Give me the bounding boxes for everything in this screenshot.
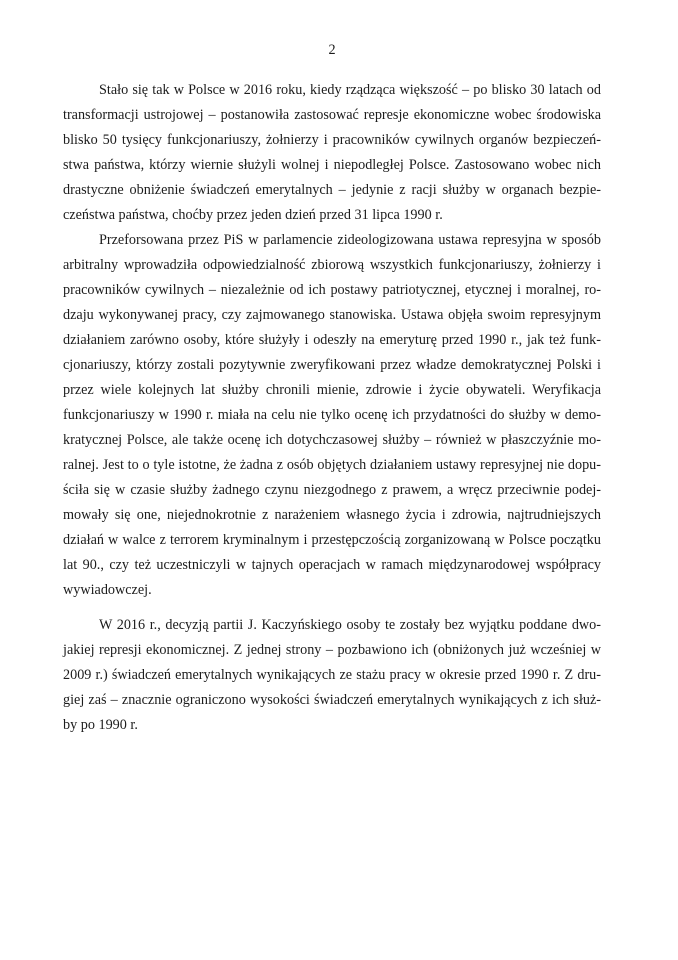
- page-number: 2: [328, 42, 336, 58]
- text-line: wywiadowczej.: [63, 582, 152, 598]
- text-line: cjonariuszy, którzy zostali pozytywnie zweryfikowani przez władze demokratycznej Polski i: [63, 357, 601, 373]
- text-line: W 2016 r., decyzją partii J. Kaczyńskiego osoby te zostały bez wyjątku poddane dwo-: [99, 617, 601, 633]
- text-line: czeństwa państwa, choćby przez jeden dzień przed 31 lipca 1990 r.: [63, 207, 443, 223]
- text-line: 2009 r.) świadczeń emerytalnych wynikających ze stażu pracy w okresie przed 1990 r. Z dru-: [63, 667, 601, 683]
- text-line: Przeforsowana przez PiS w parlamencie zideologizowana ustawa represyjna w sposób: [99, 232, 601, 248]
- text-line: giej zaś – znacznie ograniczono wysokości świadczeń emerytalnych wynikających z ich służ-: [63, 692, 601, 708]
- text-line: mowały się one, niejednokrotnie z narażeniem własnego życia i zdrowia, najtrudniejszych: [63, 507, 601, 523]
- text-line: dzaju wykonywanej pracy, czy zajmowanego stanowiska. Ustawa objęła swoim represyjnym: [63, 307, 601, 323]
- text-line: lat 90., czy też uczestniczyli w tajnych operacjach w ramach międzynarodowej współpracy: [63, 557, 601, 573]
- text-line: działaniem zarówno osoby, które służyły i odeszły na emeryturę przed 1990 r., jak też funk-: [63, 332, 601, 348]
- paragraph: [63, 228, 601, 603]
- text-line: pracowników cywilnych – niezależnie od ich postawy patriotycznej, etycznej i moralnej, ro-: [63, 282, 601, 298]
- text-line: kratycznej Polsce, ale także ocenę ich dotychczasowej służby – również w płaszczyźnie mo-: [63, 432, 601, 448]
- text-line: Stało się tak w Polsce w 2016 roku, kiedy rządząca większość – po blisko 30 latach od: [99, 82, 601, 98]
- text-line: by po 1990 r.: [63, 717, 138, 733]
- document-body: [63, 78, 601, 738]
- text-line: stwa państwa, którzy wiernie służyli wolnej i niepodległej Polsce. Zastosowano wobec nich: [63, 157, 601, 173]
- text-line: przez wiele kolejnych lat służby chronili mienie, zdrowie i życie obywateli. Weryfikacja: [63, 382, 601, 398]
- paragraph: [63, 78, 601, 228]
- text-line: jakiej represji ekonomicznej. Z jednej strony – pozbawiono ich (obniżonych już wcześniej w: [63, 642, 601, 658]
- text-line: ściła się w czasie służby żadnego czynu niezgodnego z prawem, a wręcz przeciwnie podej-: [63, 482, 601, 498]
- text-line: blisko 50 tysięcy funkcjonariuszy, żołnierzy i pracowników cywilnych organów bezpieczeń-: [63, 132, 601, 148]
- text-line: ralnej. Jest to o tyle istotne, że żadna z osób objętych działaniem ustawy represyjnej nie dopu-: [63, 457, 601, 473]
- text-line: arbitralny wprowadziła odpowiedzialność zbiorową wszystkich funkcjonariuszy, żołnierzy i: [63, 257, 601, 273]
- text-line: funkcjonariuszy w 1990 r. miała na celu nie tylko ocenę ich przydatności do służby w demo-: [63, 407, 601, 423]
- text-line: transformacji ustrojowej – postanowiła zastosować represje ekonomiczne wobec środowiska: [63, 107, 601, 123]
- text-line: drastyczne obniżenie świadczeń emerytalnych – jedynie z racji służby w organach bezpie-: [63, 182, 601, 198]
- paragraph: [63, 613, 601, 738]
- text-line: działań w walce z terrorem kryminalnym i przestępczością zorganizowaną w Polsce początku: [63, 532, 601, 548]
